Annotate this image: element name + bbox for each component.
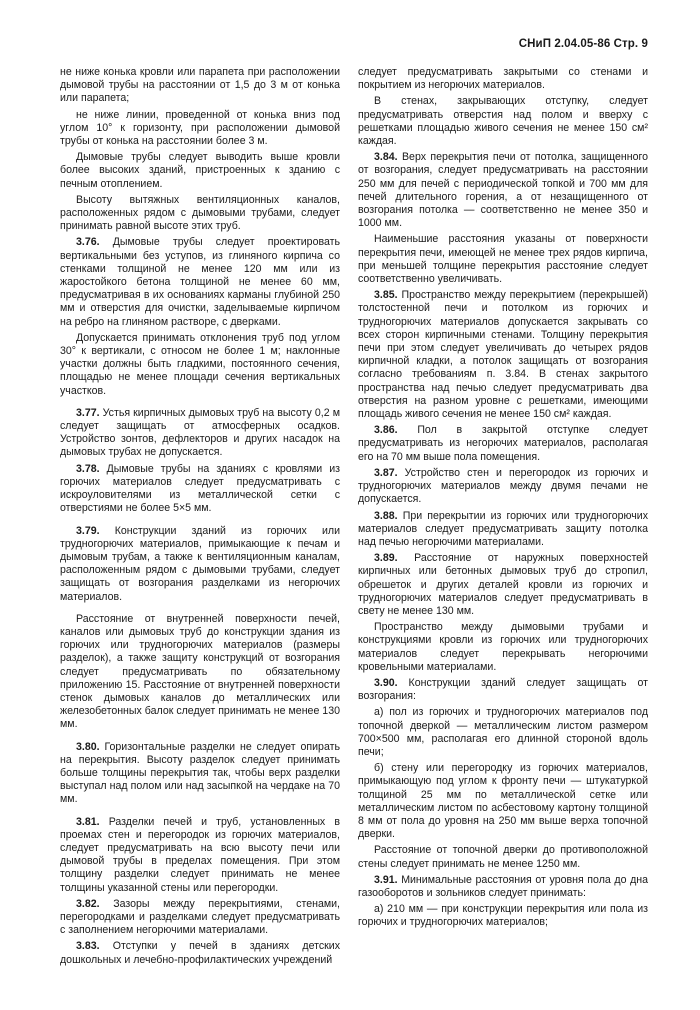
left-column — [60, 66, 340, 970]
clause-3-91: 3.91. Минимальные расстояния от уровня пола до дна газооборотов и зольников следует принимать: — [358, 873, 648, 899]
clause-number: 3.91. — [374, 873, 398, 886]
paragraph: не ниже конька кровли или парапета при расположении дымовой трубы на расстоянии от 1,5 до 3 м от конька или парапета; — [60, 66, 340, 105]
list-item: а) 210 мм — при конструкции перекрытия или пола из горючих и трудногорючих материалов; — [358, 903, 648, 929]
paragraph: Расстояние от внутренней поверхности печей, каналов или дымовых труб до конструкции здания из горючих или трудногорючих материалов (размеры разделок), а также защиту конструкций от возгорания следует предусматривать по обязательному приложению 15. Расстояние от внутренней поверхности стенок дымовых каналов до металлических или железобетонных балок следует принимать не менее 130 мм. — [60, 612, 340, 731]
clause-3-83: 3.83. Отступки у печей в зданиях детских дошкольных и лечебно-профилактических учреждений — [60, 940, 340, 966]
clause-number: 3.78. — [76, 462, 100, 475]
right-column — [358, 66, 648, 933]
clause-3-76: 3.76. Дымовые трубы следует проектировать вертикальными без уступов, из глиняного кирпича со стенками толщиной не менее 120 мм или из жаростойкого бетона толщиной не менее 60 мм, предусматривая в их основаниях карманы глубиной 250 мм и отверстия для очистки, заделываемые кирпичом на ребро на глиняном растворе, с дверками. — [60, 236, 340, 328]
clause-number: 3.87. — [374, 466, 398, 479]
clause-3-85: 3.85. Пространство между перекрытием (перекрышей) толстостенной печи и потолком из горючих и трудногорючих материалов допускается закрывать со всех сторон кирпичными стенами. Толщину перекрытия печи при этом следует увеличивать до четырех рядов кирпичной кладки, а потолок защищать от возгорания согласно требованиям п. 3.84. В стенах закрытого пространства над печью следует предусматривать два отверстия на разном уровне с решетками, имеющими площадь живого сечения не менее 150 см² каждая. — [358, 289, 648, 421]
clause-3-79: 3.79. Конструкции зданий из горючих или трудногорючих материалов, примыкающие к печам и дымовым трубам, а также к вентиляционным каналам, расположенным рядом с дымовыми трубами, следует защищать от возгорания разделками из негорючих материалов. — [60, 524, 340, 603]
paragraph: Допускается принимать отклонения труб под углом 30° к вертикали, с относом не более 1 м; наклонные участки должны быть гладкими, постоянного сечения, площадью не менее площади сечения вертикальных участков. — [60, 331, 340, 397]
clause-number: 3.76. — [76, 236, 100, 249]
clause-3-77: 3.77. Устья кирпичных дымовых труб на высоту 0,2 м следует защищать от атмосферных осадков. Устройство зонтов, дефлекторов и других насадок на дымовых трубах не допускается. — [60, 406, 340, 459]
clause-3-88: 3.88. При перекрытии из горючих или трудногорючих материалов следует предусматривать защиту потолка над печью негорючими материалами. — [358, 509, 649, 548]
clause-3-80: 3.80. Горизонтальные разделки не следует опирать на перекрытия. Высоту разделок следует принимать больше толщины перекрытия так, чтобы верх разделки выступал над полом или над засыпкой на чердаке на 70 мм. — [60, 740, 340, 806]
clause-3-89: 3.89. Расстояние от наружных поверхностей кирпичных или бетонных дымовых труб до стропил, обрешеток и других деталей кровли из горючих и трудногорючих материалов следует предусматривать в свету не менее 130 мм. — [358, 552, 648, 617]
clause-number: 3.86. — [374, 424, 398, 437]
clause-3-86: 3.86. Пол в закрытой отступке следует предусматривать из негорючих материалов, располагая его на 70 мм выше пола помещения. — [358, 424, 649, 463]
paragraph: следует предусматривать закрытыми со стенами и покрытием из негорючих материалов. — [358, 66, 648, 92]
paragraph: Расстояние от топочной дверки до противоположной стены следует принимать не менее 1250 мм. — [358, 844, 648, 870]
clause-number: 3.79. — [76, 524, 100, 537]
paragraph: В стенах, закрывающих отступку, следует предусматривать отверстия над полом и вверху с решетками площадью живого сечения не менее 150 см² каждая. — [358, 95, 648, 148]
clause-number: 3.85. — [374, 289, 398, 302]
paragraph: Пространство между дымовыми трубами и конструкциями кровли из горючих или трудногорючих материалов следует перекрывать негорючими кровельными материалами. — [358, 621, 648, 673]
clause-3-87: 3.87. Устройство стен и перегородок из горючих и трудногорючих материалов между двумя печами не допускается. — [358, 466, 648, 506]
clause-number: 3.88. — [374, 509, 398, 522]
clause-number: 3.89. — [374, 552, 398, 565]
clause-number: 3.90. — [374, 676, 398, 689]
clause-3-90: 3.90. Конструкции зданий следует защищать от возгорания: — [358, 676, 648, 703]
clause-number: 3.84. — [374, 151, 398, 164]
paragraph: Высоту вытяжных вентиляционных каналов, расположенных рядом с дымовыми трубами, следует принимать равной высоте этих труб. — [60, 193, 340, 233]
document-reference: СНиП 2.04.05-86 Стр. 9 — [518, 38, 648, 50]
clause-number: 3.82. — [76, 897, 100, 910]
paragraph: Дымовые трубы следует выводить выше кровли более высоких зданий, пристроенных к зданию с печным отоплением. — [60, 151, 340, 190]
list-item: а) пол из горючих и трудногорючих материалов под топочной дверкой — металлическим листом размером 700×500 мм, располагая его длинной стороной вдоль печи; — [358, 706, 648, 758]
clause-3-81: 3.81. Разделки печей и труб, установленных в проемах стен и перегородок из горючих материалов, следует предусматривать на всю высоту печи или дымовой трубы в пределах помещения. При этом толщину разделки следует принимать не менее толщины указанной стены или перегородки. — [60, 815, 340, 894]
clause-3-82: 3.82. Зазоры между перекрытиями, стенами, перегородками и разделками следует предусматривать с заполнением негорючими материалами. — [60, 897, 340, 937]
paragraph: Наименьшие расстояния указаны от поверхности перекрытия печи, имеющей не менее трех рядов кирпича, при меньшей толщине перекрытия расстояние следует соответственно увеличивать. — [358, 233, 648, 286]
paragraph: не ниже линии, проведенной от конька вниз под углом 10° к горизонту, при расположении дымовой трубы от конька на расстоянии более 3 м. — [60, 108, 340, 148]
clause-number: 3.77. — [76, 406, 100, 419]
clause-3-84: 3.84. Верх перекрытия печи от потолка, защищенного от возгорания, следует предусматривать на расстоянии 250 мм для печей с периодической топкой и 700 мм для печей длительного горения, а от незащищенного от возгорания потолка — соответственно не менее 350 и 1000 мм. — [358, 151, 648, 230]
clause-number: 3.81. — [76, 815, 100, 828]
clause-number: 3.83. — [76, 940, 100, 953]
clause-3-78: 3.78. Дымовые трубы на зданиях с кровлями из горючих материалов следует предусматривать с искроуловителями из металлической сетки с отверстиями не более 5×5 мм. — [60, 462, 340, 515]
list-item: б) стену или перегородку из горючих материалов, примыкающую под углом к фронту печи — штукатуркой толщиной 25 мм по металлической сетке или металлическим листом по асбестовому картону толщиной 8 мм от пола до уровня на 250 мм выше верха топочной дверки. — [358, 762, 648, 841]
clause-number: 3.80. — [76, 740, 100, 753]
